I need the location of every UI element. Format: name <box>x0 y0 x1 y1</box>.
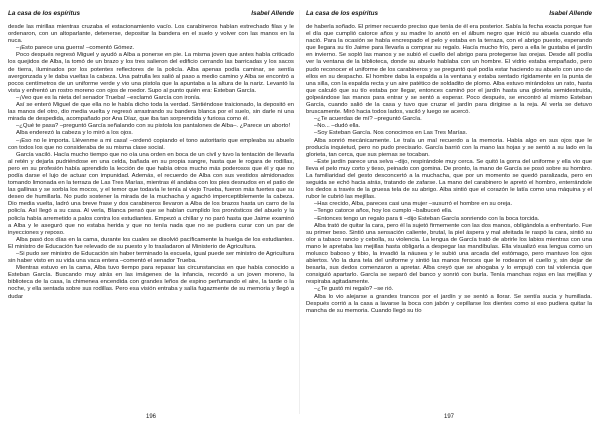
paragraph: García vaciló. Hacía mucho tiempo que no oía una orden en boca de un civil y tuvo la tentación de llevarla al retén y dejarla pudriéndose en una celda, bañada en su propia sangre, hasta que le rogara de rodillas, pero en su profesión había aprendido la lección de que había otros mucho más poderosos que él y que no podía darse el lujo de actuar con impunidad. Además, el recuerdo de Alba con sus vestidos almidonados tomando limonada en la terraza de Las Tres Marías, mientras él andaba con los pies desnudos en el patio de las gallinas y se sorbía los mocos, y el temor que todavía le tenía al viejo Trueba, fueron más fuertes que su deseo de humillarla. No pudo sostener la mirada de la muchacha y agachó imperceptiblemente la cabeza. Dio media vuelta, ladró una breve frase y dos carabineros llevaron a Alba de los brazos hasta un carro de la policía. Así llegó a su casa. Al verla, Blanca pensó que se habían cumplido los pronósticos del abuelo y la policía había arremetido a palos contra los estudiantes. Empezó a chillar y no paró hasta que Jaime examinó a Alba y le aseguró que no estaba herida y que no tenía nada que no se pudiera curar con un par de inyecciones y reposo. <box>8 151 294 236</box>
running-author: Isabel Allende <box>251 10 294 17</box>
running-author: Isabel Allende <box>549 10 592 17</box>
paragraph: –¡Esto parece una guerra! –comentó Gómez. <box>16 45 135 52</box>
paragraph: Alba lo vio alejarse a grandes trancos por el jardín y se sentó a llorar. Se sentía sucia y humillada. Después corrió a la casa a lavarse la boca con jabón y cepillarse los dientes como si eso pudiera quitar la mancha de su memoria. Cuando llegó su tío <box>306 293 592 314</box>
page-gutter <box>299 10 300 414</box>
paragraph: –¿Te acuerdas de mí? –preguntó García. <box>314 116 422 123</box>
paragraph: –Entonces tengo un regalo para ti –dijo Esteban García sonriendo con la boca torcida. <box>314 215 540 222</box>
right-page-number: 197 <box>443 414 454 420</box>
paragraph: Alba trató de quitar la cara, pero él la sujetó firmemente con las dos manos, obligándola a enfrentarlo. Fue su primer beso. Sintió una sensación caliente, brutal, la piel áspera y mal afeitada le raspó la cara, sintió su olor a tabaco rancio y cebolla, su violencia. La lengua de García trató de abrirle los labios mientras con una mano le apretaba las mejillas hasta obligarla a despegar las mandíbulas. Ella visualizó esa lengua como un molusco baboso y tibio, la invadió la náusea y le subió una arcada del estómago, pero mantuvo los ojos abiertos. Vio la dura tela del uniforme y sintió las manos feroces que le rodearon el cuello y, sin dejar de besarla, sus dedos comenzaron a apretar. Alba creyó que se ahogaba y lo empujó con tal violencia que consiguió apartarlo. García se separó del banco y sonrió con burla. Tenía manchas rojas en las mejillas y respiraba agitadamente. <box>306 222 592 286</box>
running-title: La casa de los espíritus <box>8 10 81 17</box>
right-page-header <box>306 9 592 19</box>
paragraph: –Si pudo ser ministro de Educación sin haber terminado la escuela, igual puede ser ministro de Agricultura sin haber visto en su vida una vaca entera –comentó el senador Trueba. <box>8 251 294 265</box>
paragraph: –¡Veo que es la nieta del senador Trueba! –exclamó García con ironía. <box>16 94 201 101</box>
paragraph: –¿Qué te pasa? –preguntó García señalando con su pistola los pantalones de Alba–. ¿Parece un aborto! <box>16 123 291 130</box>
paragraph: desde las mirillas mientras cruzaba el estacionamiento vacío. Los carabineros habían estrechado filas y le ordenaron, con un altoparlante, detenerse, depositar la bandera en el suelo y volver con las manos en la nuca. <box>8 24 294 45</box>
paragraph: –Soy Esteban García. Nos conocimos en Las Tres Marías. <box>314 130 468 137</box>
paragraph: Alba sonrió mecánicamente. Le traía un mal recuerdo a la memoria. Había algo en sus ojos que le producía inquietud, pero no pudo precisarlo. García barrió con la mano las hojas y se sentó a su lado en la glorieta, tan cerca, que sus piernas se tocaban. <box>306 137 592 158</box>
paragraph: Mientras estuvo en la cama, Alba tuvo tiempo para repasar las circunstancias en que había conocido a Esteban García. Buscando muy atrás en las imágenes de la infancia, recordó a un joven moreno, la biblioteca de la casa, la chimenea encendida con grandes leños de espino perfumando el aire, la tarde o la noche, y ella sentada sobre sus rodillas. Pero esa visión entraba y salía fugazmente de su memoria y llegó a dudar <box>8 265 294 300</box>
paragraph: de haberla soñado. El primer recuerdo preciso que tenía de él era posterior. Sabía la fecha exacta porque fue el día que cumplió catorce años y su madre lo anotó en el álbum negro que inició su abuela cuando ella nació. Para la ocasión se había encrespado el pelo y estaba en la terraza, con el abrigo puesto, esperando que llegara su tío Jaime para llevarla a comprar su regalo. Hacía mucho frío, pero a ella le gustaba el jardín en invierno. Se sopló las manos y se subió el cuello del abrigo para protegerse las orejas. Desde allí podía ver la ventana de la biblioteca, donde su abuelo hablaba con un hombre. El vidrio estaba empañado, pero pudo reconocer el uniforme de los carabineros y se preguntó qué podía estar haciendo su abuelo con uno de ellos en su despacho. El hombre daba la espalda a la ventana y estaba sentado rígidamente en la punta de una silla, con la espalda recta y un aire patético de soldadito de plomo. Alba estuvo mirándolos un rato, hasta que calculó que su tío estaba por llegar, entonces caminó por el jardín hasta una glorieta semidestruida, golpeándose las manos para entrar y se sentó a esperar. Poco después, se encontró al mismo Esteban García, cuando salió de la casa y tuvo que cruzar el jardín para dirigirse a la reja. Al verla se detuvo bruscamente. Miró hacia todos lados, vaciló y luego se acercó. <box>306 24 592 116</box>
left-page-header <box>8 9 294 19</box>
paragraph: –Has crecido, Alba, pareces casi una mujer –susurró el hombre en su oreja. <box>314 201 513 208</box>
paragraph: –¿Te gustó mi regalo? –se rió. <box>314 286 394 293</box>
paragraph: Poco después regresó Miguel y ayudó a Alba a ponerse en pie. La misma joven que antes había criticado los quejidos de Alba, la tomó de un brazo y los tres salieron del edificio cerrando las barricadas y los sacos de tierra, iluminados por los potentes reflectores de la policía. Alba apenas podía caminar, se sentía avergonzada y le daba vueltas la cabeza. Una patrulla les salió al paso a medio camino y Alba se encontró a pocos centímetros de un uniforme verde y vio una pistola que la apuntaba a la altura de la nariz. Levantó la vista y enfrentó un rostro moreno con ojos de roedor. Supo al punto quién era: Esteban García. <box>8 52 294 94</box>
paragraph: –No... –dudó ella. <box>314 123 361 130</box>
paragraph: Alba enderezó la cabeza y lo miró a los ojos. <box>16 130 133 137</box>
paragraph: –Este jardín parece una selva –dijo, respirándole muy cerca. Se quitó la gorra del uniforme y ella vio que lleva el pelo muy corto y tieso, peinado con gomina. De pronto, la mano de García se posó sobre su hombro. La familiaridad del gesto desconcertó a la muchacha, que por un momento se quedó paralizada, pero en seguida se echó hacia atrás, tratando de zafarse. La mano del carabinero le apretó el hombro, enterrándole los dedos a través de la gruesa tela de su abrigo. Alba sintió que el corazón le latía como una máquina y el rubor le cubrió las mejillas. <box>306 158 592 201</box>
left-page <box>8 0 294 424</box>
paragraph: Alba pasó dos días en la cama, durante los cuales se disolvió pacíficamente la huelga de los estudiantes. El ministro de Educación fue relevado de su puesto y lo trasladaron al Ministerio de Agricultura. <box>8 236 294 250</box>
paragraph: –¡Eso no le importa. Llévenme a mi casa! –ordenó copiando el tono autoritario que empleaba su abuelo con todos los que no consideraba de su misma clase social. <box>8 137 294 151</box>
left-page-body <box>8 24 294 408</box>
left-page-number: 196 <box>145 414 156 420</box>
right-page-body <box>306 24 592 408</box>
paragraph: Así se enteró Miguel de que ella no le había dicho toda la verdad. Sintiéndose traicionado, la depositó en las manos del otro, dio media vuelta y regresó arrastrando su bandera blanca por el suelo, sin darle ni una mirada de despedida, acompañado por Ana Díaz, que iba tan sorprendida y furiosa como él. <box>8 102 294 123</box>
running-title: La casa de los espíritus <box>306 10 379 17</box>
paragraph: –Tengo catorce años, hoy los cumplo –balbuceó ella. <box>314 208 453 215</box>
right-page <box>306 0 592 424</box>
